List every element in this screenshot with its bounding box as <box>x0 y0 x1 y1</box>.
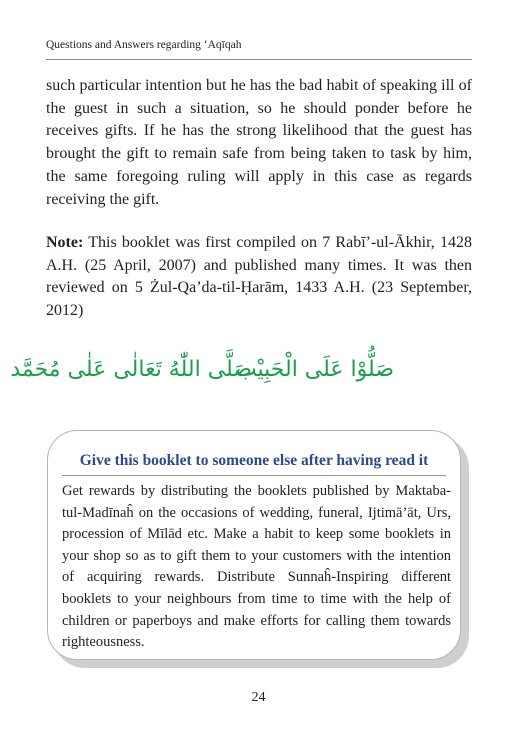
info-box-title: Give this booklet to someone else after having read it <box>79 452 429 469</box>
note-label: Note: <box>46 234 84 251</box>
header-divider <box>46 59 472 60</box>
body-paragraph: such particular intention but he has the bad habit of speaking ill of the guest in such a situation, so he should ponder before he receives gifts. If he has the strong likelihood that the guest has brought the gift to remain safe from being taken to task by him, the same foregoing ruling will apply in this case as regards receiving the gift. <box>46 77 472 208</box>
salat-line <box>10 357 472 397</box>
note-paragraph <box>46 232 472 323</box>
note-text: This booklet was first compiled on 7 Rabī’-ul-Ākhir, 1428 A.H. (25 April, 2007) and published many times. It was then reviewed on 5 Żul-Qa’da-til-Ḥarām, 1433 A.H. (23 September, 2012) <box>46 234 472 320</box>
salat-response: صَلَّی اللّٰهُ تَعَالٰی عَلٰی مُحَمَّد <box>10 357 252 382</box>
salat-call: صَلُّوْا عَلَی الْحَبِیْب <box>235 357 394 382</box>
info-box-divider <box>62 475 446 476</box>
running-header: Questions and Answers regarding ‘Aqīqah <box>46 39 242 51</box>
info-box-body: Get rewards by distributing the booklets published by Maktaba-tul-Madīnaĥ on the occasions of wedding, funeral, Ijtimā’āt, Urs, procession of Mīlād etc. Make a habit to keep some booklets in your shop so as to gift them to your customers with the intention of acquiring rewards. Distribute Sunnaĥ-Inspiring different booklets to your neighbours from time to time with the help of children or paperboys and make efforts for calling them towards righteousness. <box>62 483 451 651</box>
page-number: 24 <box>251 690 266 705</box>
